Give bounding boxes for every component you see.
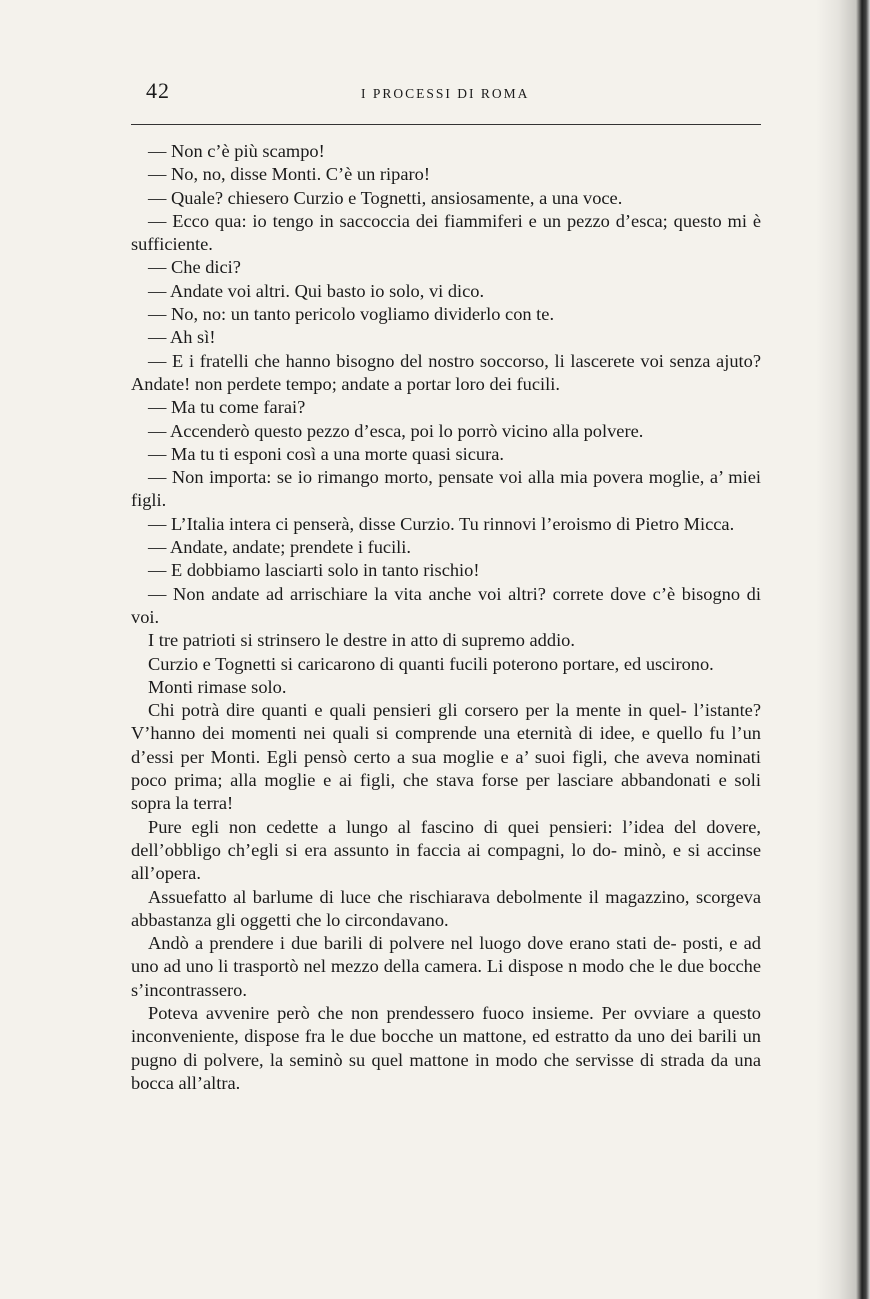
paragraph: — Non c’è più scampo! (148, 141, 325, 161)
paragraph: — Ecco qua: io tengo in saccoccia dei fiammiferi e un pezzo d’esca; questo mi è sufficiente. (131, 210, 761, 255)
paragraph: — Non andate ad arrischiare la vita anche voi altri? correte dove c’è bisogno di voi. (131, 583, 761, 627)
paragraph: — Ma tu come farai? (148, 397, 306, 418)
paragraph: Pure egli non cedette a lungo al fascino di quei pensieri: l’idea del dovere, dell’obbligo ch’egli si era assunto in faccia ai compagni, lo do- minò, e si accinse all’opera. (131, 816, 761, 884)
running-title: I PROCESSI DI ROMA (361, 86, 530, 101)
paragraph: Monti rimase solo. (148, 676, 287, 697)
paragraph: — Non importa: se io rimango morto, pensate voi alla mia povera moglie, a’ miei figli. (131, 467, 761, 511)
paragraph: — Andate voi altri. Qui basto io solo, vi dico. (148, 280, 485, 301)
paragraph: Poteva avvenire però che non prendessero fuoco insieme. Per ovviare a questo inconveniente, dispose fra le due bocche un mattone, ed estratto da uno dei barili un pugno di polvere, la seminò su quel mattone in modo che servisse di strada da una bocca all’altra. (131, 1002, 761, 1093)
paragraph: — Accenderò questo pezzo d’esca, poi lo porrò vicino alla polvere. (148, 420, 644, 441)
paragraph: — Ma tu ti esponi così a una morte quasi sicura. (148, 443, 504, 464)
paragraph: — Ah sì! (148, 327, 216, 348)
header-rule (131, 124, 761, 125)
page-number: 42 (146, 78, 170, 103)
body-text (131, 140, 761, 1095)
running-head (131, 78, 761, 108)
paragraph: Assuefatto al barlume di luce che rischiarava debolmente il magazzino, scorgeva abbastanza gli oggetti che lo circondavano. (131, 886, 761, 930)
paragraph: — E dobbiamo lasciarti solo in tanto rischio! (148, 560, 480, 581)
paragraph: Curzio e Tognetti si caricarono di quanti fucili poterono portare, ed uscirono. (148, 653, 714, 674)
paragraph: — L’Italia intera ci penserà, disse Curzio. Tu rinnovi l’eroismo di Pietro Micca. (148, 513, 735, 534)
paragraph: — Che dici? (148, 257, 241, 278)
paragraph: — No, no, disse Monti. C’è un riparo! (148, 164, 430, 185)
paragraph: — Andate, andate; prendete i fucili. (148, 537, 411, 558)
paragraph: I tre patrioti si strinsero le destre in atto di supremo addio. (148, 630, 575, 651)
paragraph: — No, no: un tanto pericolo vogliamo dividerlo con te. (148, 304, 555, 325)
binding-edge (816, 0, 870, 1299)
paragraph: Andò a prendere i due barili di polvere nel luogo dove erano stati de- posti, e ad uno ad uno li trasportò nel mezzo della camera. Li dispose n modo che le due bocche s’incontrassero. (131, 933, 761, 1000)
paragraph: — E i fratelli che hanno bisogno del nostro soccorso, li lascerete voi senza ajuto? Andate! non perdete tempo; andate a portar loro dei fucili. (131, 350, 761, 394)
paragraph: Chi potrà dire quanti e quali pensieri gli corsero per la mente in quel- l’istante? V’hanno dei momenti nei quali si comprende una eternità di idee, e quello fu l’un d’essi per Monti. Egli pensò certo a sua moglie e a’ suoi figli, che aveva nominati poco prima; alla moglie e ai figli, che stava forse per lasciare abbandonati e soli sopra la terra! (131, 700, 761, 814)
paragraph: — Quale? chiesero Curzio e Tognetti, ansiosamente, a una voce. (148, 187, 623, 208)
